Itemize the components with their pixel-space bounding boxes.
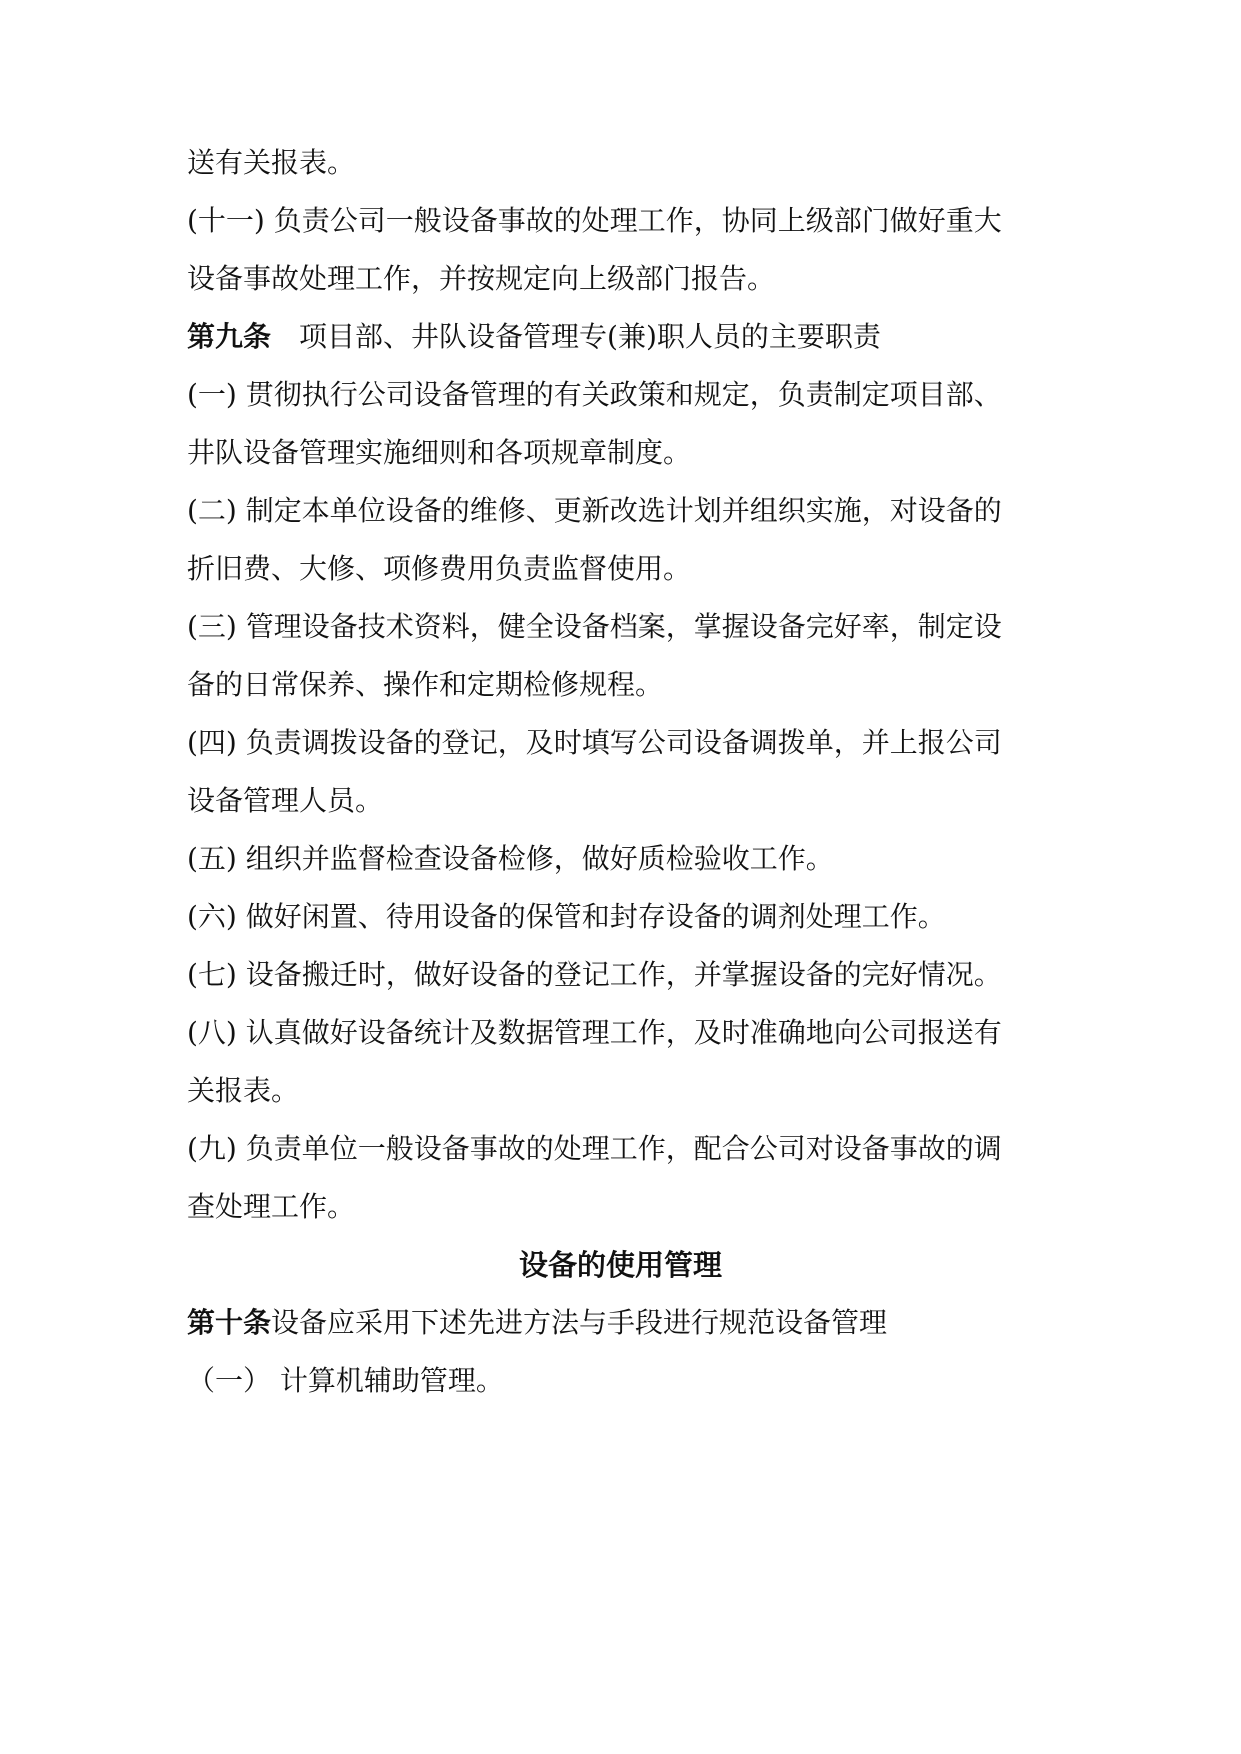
list-item-line: (三) 管理设备技术资料，健全设备档案，掌握设备完好率，制定设	[187, 610, 1002, 643]
list-item-line: (八) 认真做好设备统计及数据管理工作，及时准确地向公司报送有	[187, 1016, 1002, 1049]
article-10-text: 设备应采用下述先进方法与手段进行规范设备管理	[271, 1306, 888, 1339]
list-item-line: （一） 计算机辅助管理。	[187, 1364, 504, 1397]
paragraph-line: (十一) 负责公司一般设备事故的处理工作，协同上级部门做好重大	[187, 204, 1002, 237]
section-heading: 设备的使用管理	[518, 1248, 722, 1282]
article-9-heading	[187, 317, 881, 357]
list-item-line: 查处理工作。	[187, 1190, 356, 1223]
paragraph-line: 设备事故处理工作，并按规定向上级部门报告。	[187, 262, 776, 295]
list-item-line: 折旧费、大修、项修费用负责监督使用。	[187, 552, 692, 585]
list-item-line: (二) 制定本单位设备的维修、更新改选计划并组织实施，对设备的	[187, 494, 1002, 527]
list-item-line: 备的日常保养、操作和定期检修规程。	[187, 668, 664, 701]
list-item-line: 设备管理人员。	[187, 784, 384, 817]
article-9-text: 项目部、井队设备管理专(兼)职人员的主要职责	[299, 320, 881, 353]
article-10-heading	[187, 1303, 887, 1343]
list-item-line: (九) 负责单位一般设备事故的处理工作，配合公司对设备事故的调	[187, 1132, 1002, 1165]
list-item-line: (一) 贯彻执行公司设备管理的有关政策和规定，负责制定项目部、	[187, 378, 1002, 411]
paragraph-line: 送有关报表。	[187, 146, 356, 179]
list-item-line: 关报表。	[187, 1074, 300, 1107]
list-item-line: (五) 组织并监督检查设备检修，做好质检验收工作。	[187, 842, 834, 875]
list-item-line: (四) 负责调拨设备的登记，及时填写公司设备调拨单，并上报公司	[187, 726, 1002, 759]
list-item-line: 井队设备管理实施细则和各项规章制度。	[187, 436, 692, 469]
article-9-label: 第九条	[187, 320, 272, 353]
list-item-line: (六) 做好闲置、待用设备的保管和封存设备的调剂处理工作。	[187, 900, 946, 933]
article-10-label: 第十条	[187, 1306, 272, 1339]
list-item-line: (七) 设备搬迁时，做好设备的登记工作，并掌握设备的完好情况。	[187, 958, 1002, 991]
